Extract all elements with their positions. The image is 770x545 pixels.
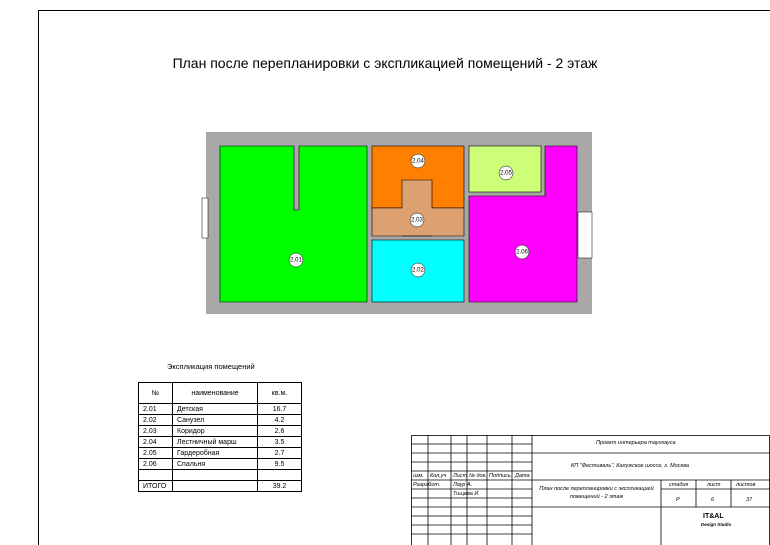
stamp-sheets-label: листов: [736, 482, 756, 488]
stamp-second-name: Тищева И.: [453, 491, 480, 497]
svg-text:2.05: 2.05: [500, 170, 512, 177]
window-left: [202, 198, 208, 238]
cell-area: 9.5: [258, 459, 302, 470]
table-row: [139, 437, 302, 448]
table-row-empty: [139, 470, 302, 481]
explication-title: Экспликация помещений: [167, 362, 255, 371]
stamp-sheets: 37: [746, 497, 753, 503]
cell-name: Коридор: [173, 426, 258, 437]
room-label-2-05: [499, 166, 513, 180]
table-row: [139, 426, 302, 437]
cell-name: Детская: [173, 404, 258, 415]
window-right: [578, 212, 592, 258]
cell-number: 2.05: [139, 448, 173, 459]
stamp-sheet: 6: [711, 497, 715, 503]
room-label-2-06: [515, 245, 529, 259]
table-row: [139, 415, 302, 426]
room-label-2-04: [411, 154, 425, 168]
cell-area: 2.6: [258, 426, 302, 437]
table-total-row: [139, 481, 302, 492]
room-label-2-03: [410, 213, 424, 227]
table-row: [139, 459, 302, 470]
cell-name: Санузел: [173, 415, 258, 426]
stamp-sheet-title: План после перепланировки с экспликацией помещений - 2 этаж: [539, 486, 654, 500]
total-label: ИТОГО: [139, 481, 173, 492]
header-number: №: [139, 383, 173, 404]
stamp-col-kol: Кол.уч: [430, 473, 447, 479]
room-2-01: [220, 146, 367, 302]
cell-name: Спальня: [173, 459, 258, 470]
stamp-sheet-label: лист: [707, 482, 721, 488]
cell-area: 3.5: [258, 437, 302, 448]
stamp-col-izm: изм.: [413, 473, 424, 479]
cell-number: 2.04: [139, 437, 173, 448]
header-name: наименование: [173, 383, 258, 404]
cell-area: 16.7: [258, 404, 302, 415]
svg-text:2.06: 2.06: [516, 249, 528, 256]
room-label-2-02: [411, 263, 425, 277]
stamp-col-date: Дата: [515, 473, 530, 479]
svg-text:2.01: 2.01: [290, 257, 302, 264]
cell-number: 2.06: [139, 459, 173, 470]
table-row: [139, 404, 302, 415]
total-value: 39.2: [258, 481, 302, 492]
cell-name: Гардеробная: [173, 448, 258, 459]
stamp-col-sign: Подпись: [489, 473, 511, 479]
stamp-dev-label: Разработ.: [413, 482, 441, 488]
cell-area: 4.2: [258, 415, 302, 426]
cell-number: 2.03: [139, 426, 173, 437]
stamp-col-list: Лист: [453, 473, 468, 479]
header-area: кв.м.: [258, 383, 302, 404]
page-title: План после перепланировки с экспликацией помещений - 2 этаж: [172, 55, 598, 71]
cell-area: 2.7: [258, 448, 302, 459]
room-label-2-01: [289, 253, 303, 267]
cell-number: 2.01: [139, 404, 173, 415]
stamp-stage-label: стадия: [669, 482, 689, 488]
cell-number: 2.02: [139, 415, 173, 426]
stamp-col-doc: № док.: [469, 473, 487, 479]
table-header: [139, 383, 302, 404]
svg-text:2.02: 2.02: [412, 267, 424, 274]
stamp-dev-name: Лаур А.: [453, 482, 473, 488]
stamp-project: Проект интерьера таунхауса: [596, 440, 676, 446]
title-block: [411, 435, 770, 545]
svg-text:2.03: 2.03: [411, 217, 423, 224]
cell-name: Лестничный марш: [173, 437, 258, 448]
studio-logo: IT&AL: [703, 513, 724, 520]
stamp-stage: Р: [676, 497, 680, 503]
stamp-address: КП "Фестиваль", Калужское шоссе, г. Москва: [571, 463, 689, 469]
table-row: [139, 448, 302, 459]
explication-table: [138, 382, 302, 492]
svg-text:2.04: 2.04: [412, 158, 424, 165]
studio-subtitle: Design Studio: [701, 522, 732, 527]
